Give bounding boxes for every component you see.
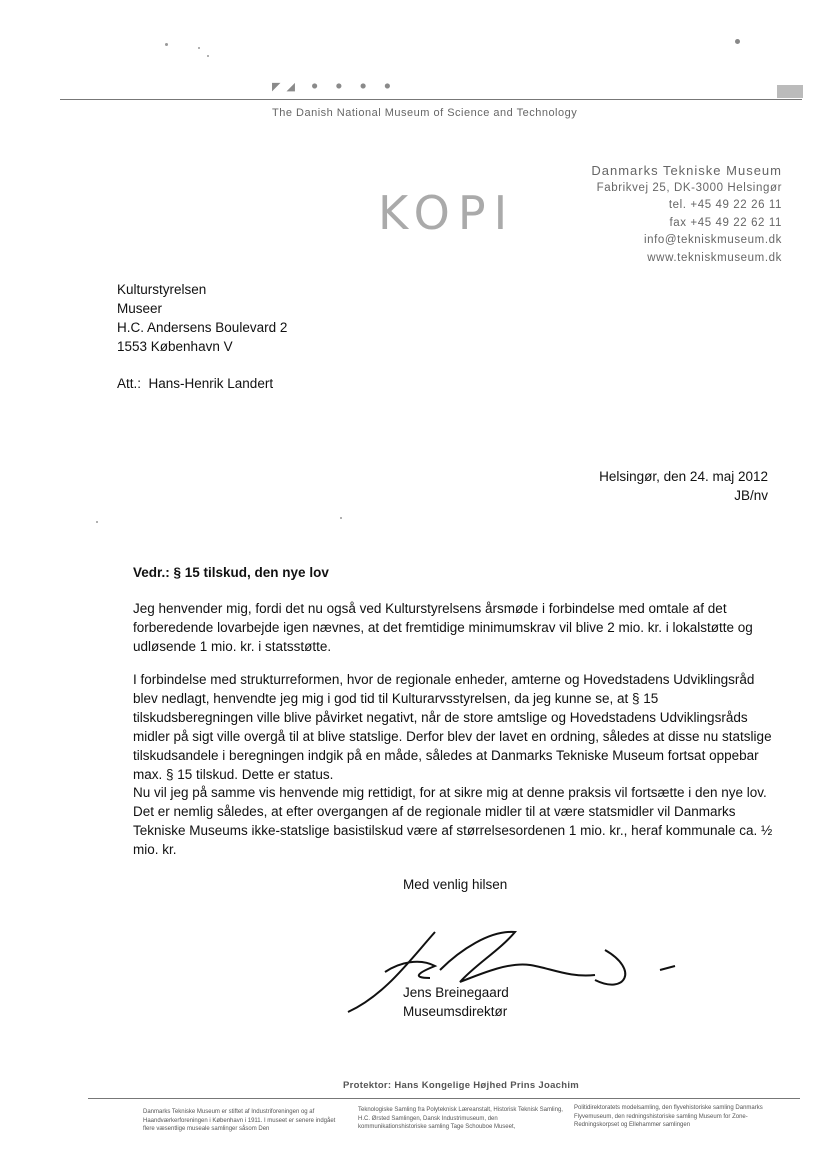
recipient-block: [117, 280, 287, 393]
sender-address: Fabrikvej 25, DK-3000 Helsingør: [596, 181, 782, 194]
signatory-title: Museumsdirektør: [403, 1004, 508, 1019]
recipient-att: Att.: Hans-Henrik Landert: [117, 376, 274, 391]
protektor-line: Protektor: Hans Kongelige Højhed Prins Joachim: [343, 1080, 580, 1091]
footer-col-2: Teknologiske Samling fra Polyteknisk Læreanstalt, Historisk Teknisk Samling, H.C. Ørsted Samlingen, Dansk Industrimuseum, den kommunikationshistoriske samling Tage Schouboe Museet,: [358, 1107, 563, 1130]
recipient-line2: Museer: [117, 301, 163, 316]
signatory-block: [403, 983, 509, 1021]
scan-speck: [340, 517, 342, 519]
date-place: Helsingør, den 24. maj 2012: [599, 469, 768, 484]
letterhead-divider: [60, 99, 802, 100]
sender-fax: fax +45 49 22 62 11: [669, 216, 782, 229]
handwritten-signature: [340, 920, 690, 1020]
footer-divider: [88, 1098, 800, 1099]
sender-block: [591, 162, 782, 267]
scan-speck: [198, 47, 200, 49]
paragraph-3: Nu vil jeg på samme vis henvende mig rettidigt, for at sikre mig at denne praksis vil fortsætte i den nye lov. Det er nemlig således, at efter overgangen af de regionale midler til at være statsmidler vil Danmarks Tekniske Museums ikke-statslige basistilskud være af størrelsesordenen 1 mio. kr., heraf kommunale ca. ½ mio. kr.: [133, 785, 773, 857]
scan-speck: [735, 39, 740, 44]
dateline: [599, 467, 768, 505]
recipient-line1: Kulturstyrelsen: [117, 282, 207, 297]
letterhead-corner-mark: [777, 85, 803, 98]
kopi-stamp: KOPI: [378, 186, 516, 240]
sender-name: Danmarks Tekniske Museum: [591, 163, 782, 178]
subject-line: Vedr.: § 15 tilskud, den nye lov: [133, 565, 329, 580]
scan-speck: [165, 43, 168, 46]
recipient-line4: 1553 København V: [117, 339, 233, 354]
footer-col-3: Politidirektoratets modelsamling, den flyvehistoriske samling Danmarks Flyvemuseum, den redningshistoriske samling Museum for Zone-Redningskorpset og Ellehammer samlingen: [574, 1105, 763, 1128]
sender-tel: tel. +45 49 22 26 11: [668, 199, 782, 211]
scan-speck: [207, 55, 209, 57]
letterhead-logo: ◤◢ ⚫ ⚫ ⚫ ⚫: [272, 81, 399, 93]
recipient-line3: H.C. Andersens Boulevard 2: [117, 320, 288, 335]
sender-email: info@tekniskmuseum.dk: [643, 234, 782, 246]
scan-speck: [96, 521, 98, 523]
museum-english-name: The Danish National Museum of Science and Technology: [272, 107, 578, 119]
footer-col-1: Danmarks Tekniske Museum er stiftet af Industriforeningen og af Haandværkerforeningen i København i 1911. I museet er senere indgået flere væsentlige museale samlinger såsom Den: [143, 1109, 336, 1132]
paragraph-2: I forbindelse med strukturreformen, hvor de regionale enheder, amterne og Hovedstadens Udviklingsråd blev nedlagt, henvendte jeg mig i god tid til Kulturarvsstyrelsen, da jeg kunne se, at § 15 tilskudsberegningen ville blive påvirket negativt, når de store amtslige og Hovedstadens Udviklingsråds midler på sigt ville overgå til at blive statslige. Derfor blev der lavet en ordning, således at disse nu statslige tilskudsandele i beregningen indgik på en måde, således at Danmarks Tekniske Museum fortsat oppebar max. § 15 tilskud. Dette er status.: [133, 672, 772, 782]
reference: JB/nv: [734, 488, 768, 503]
signatory-name: Jens Breinegaard: [403, 985, 509, 1000]
paragraph-1: Jeg henvender mig, fordi det nu også ved Kulturstyrelsens årsmøde i forbindelse med omtale af det forberedende lovarbejde igen nævnes, at det fremtidige minimumskrav vil blive 2 mio. kr. i lokalstøtte og udløsende 1 mio. kr. i statsstøtte.: [133, 601, 753, 654]
closing-greeting: Med venlig hilsen: [403, 877, 508, 892]
sender-web: www.tekniskmuseum.dk: [647, 251, 782, 264]
